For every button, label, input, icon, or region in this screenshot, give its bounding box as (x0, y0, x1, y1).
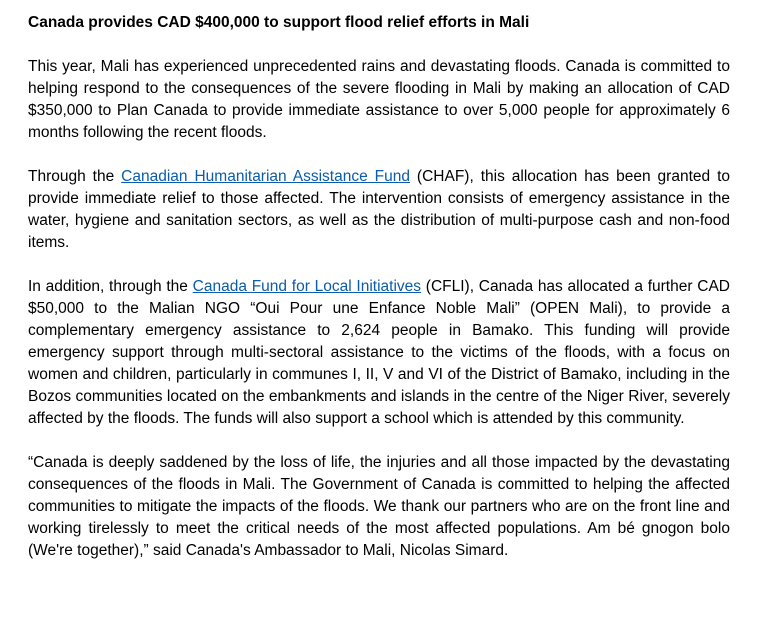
paragraph-quote: “Canada is deeply saddened by the loss of life, the injuries and all those impacted by the devastating consequences of the floods in Mali. The Government of Canada is committed to helping the affected communities to mitigate the impacts of the floods. We thank our partners who are on the front line and working tirelessly to meet the critical needs of the most affected populations. Am bé gnogon bolo (We're together),” said Canada's Ambassador to Mali, Nicolas Simard. (28, 454, 730, 559)
cfli-link[interactable]: Canada Fund for Local Initiatives (192, 278, 422, 295)
paragraph-chaf-lead: Through the (28, 168, 122, 185)
paragraph-cfli-body: (CFLI), Canada has allocated a further CAD $50,000 to the Malian NGO “Oui Pour une Enfance Noble Mali” (OPEN Mali), to provide a complementary emergency assistance to 2,624 people in Bamako. This funding will provide emergency support through multi-sectoral assistance to the victims of the floods, with a focus on women and children, particularly in communes I, II, V and VI of the District of Bamako, including in the Bozos communities located on the embankments and islands in the centre of the Niger River, severely affected by the floods. The funds will also support a school which is attended by this community. (28, 278, 730, 427)
article-title: Canada provides CAD $400,000 to support flood relief efforts in Mali (28, 14, 530, 31)
paragraph-chaf-body: (CHAF), this allocation has been granted to provide immediate relief to those affected. The intervention consists of emergency assistance in the water, hygiene and sanitation sectors, as well as the distribution of multi-purpose cash and non-food items. (28, 168, 730, 251)
paragraph-chaf (28, 166, 730, 254)
paragraph-cfli (28, 276, 730, 430)
paragraph-cfli-lead: In addition, through the (28, 278, 193, 295)
article (28, 12, 730, 584)
paragraph-intro: This year, Mali has experienced unprecedented rains and devastating floods. Canada is committed to helping respond to the consequences of the severe flooding in Mali by making an allocation of CAD $350,000 to Plan Canada to provide immediate assistance to over 5,000 people for approximately 6 months following the recent floods. (28, 58, 730, 141)
chaf-link[interactable]: Canadian Humanitarian Assistance Fund (121, 168, 410, 185)
